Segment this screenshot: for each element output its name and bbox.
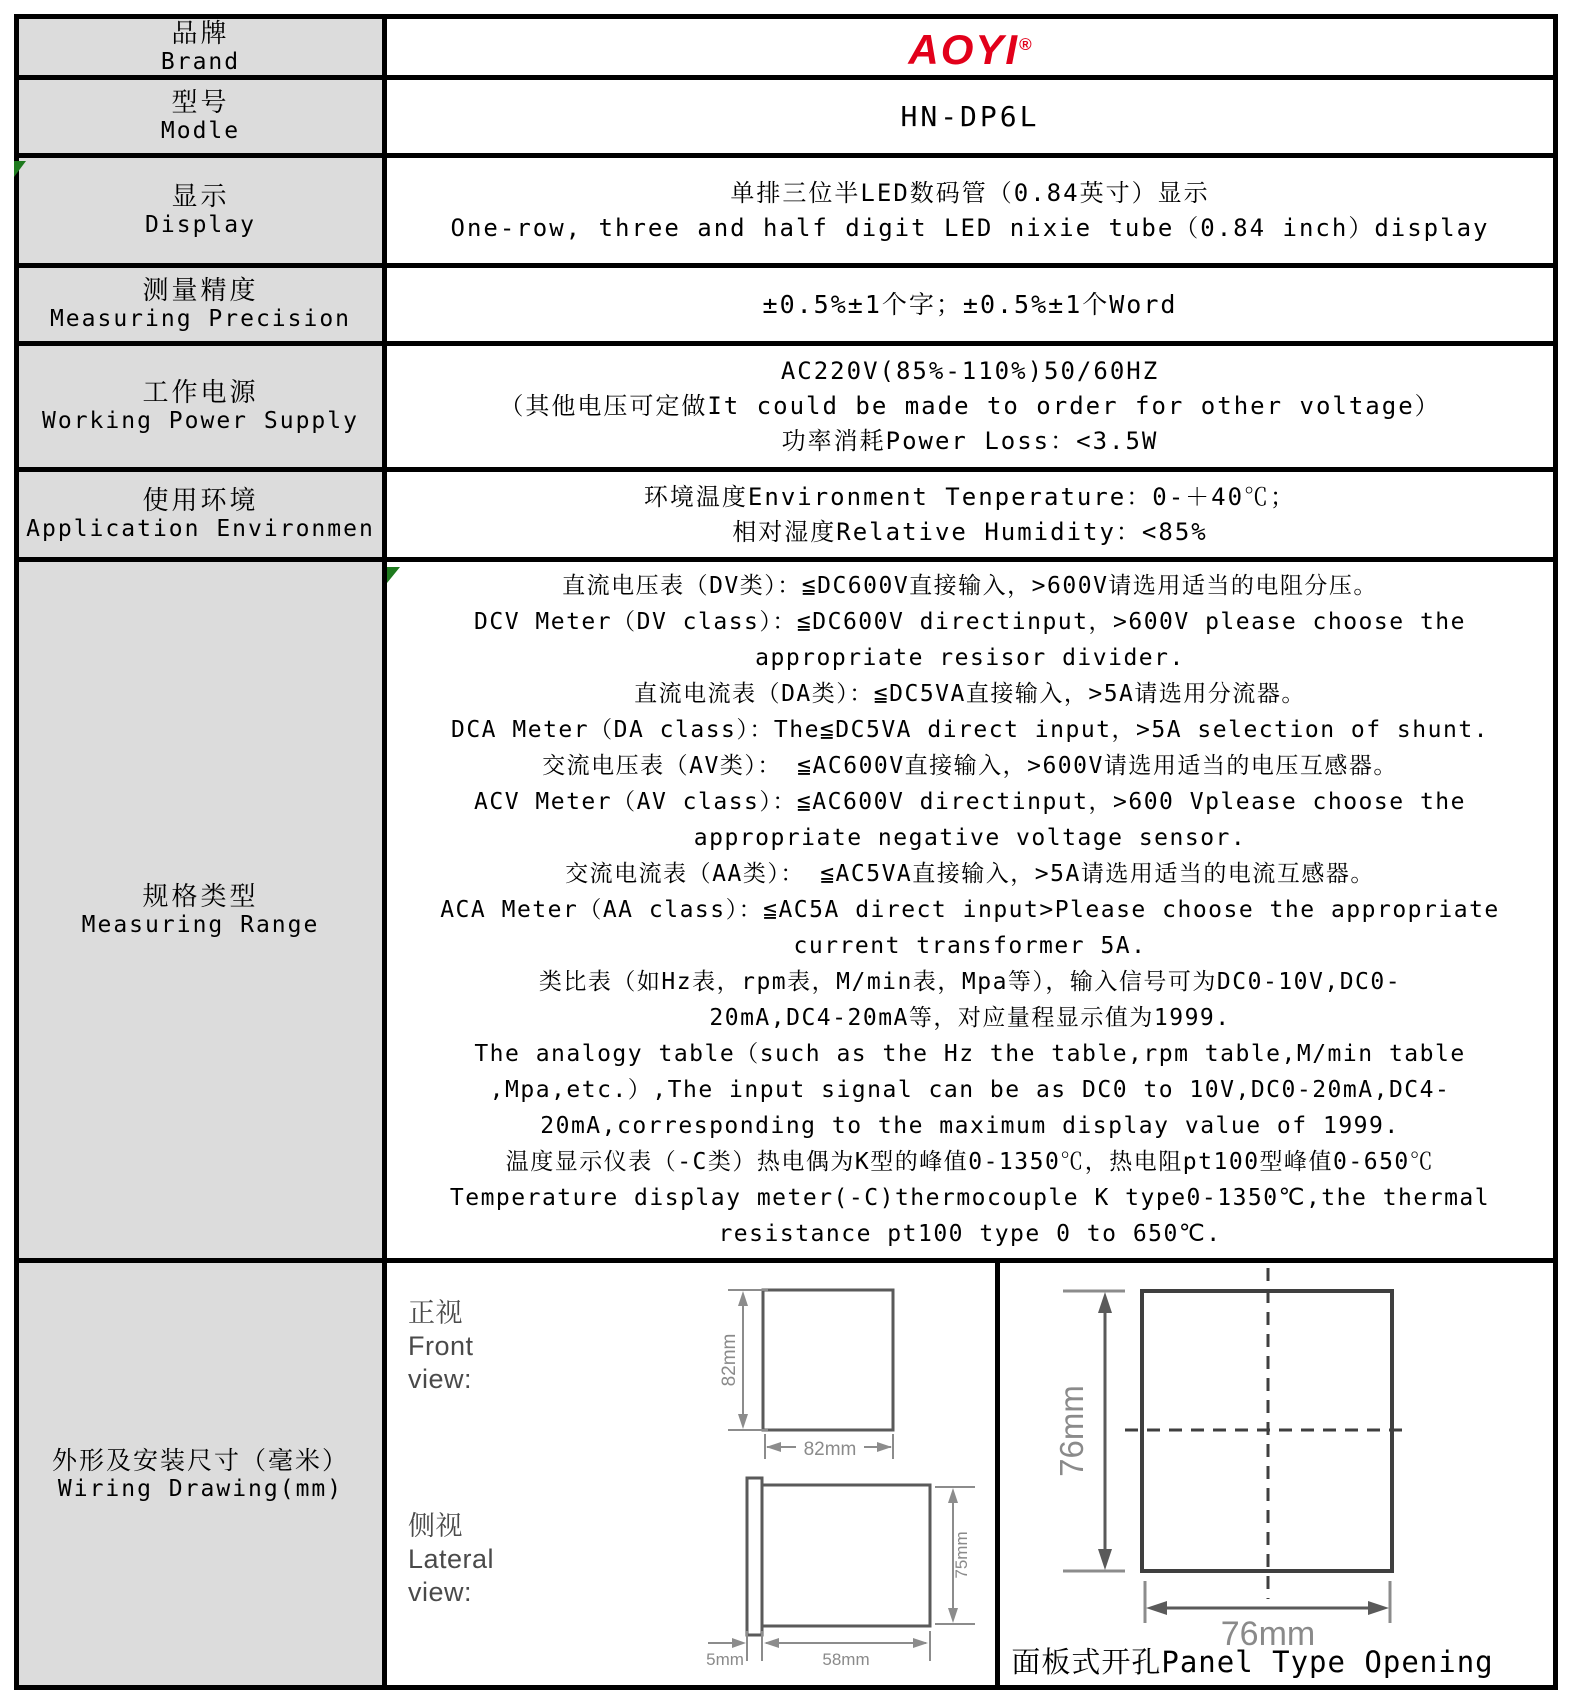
lateral-view-flange	[747, 1478, 762, 1635]
arrow-right-icon	[1368, 1601, 1389, 1615]
front-height-dim-label: 82mm	[719, 1333, 740, 1387]
range-line: Temperature display meter(-C)thermocouple K type0-1350℃,the thermal	[449, 1185, 1491, 1211]
range-line: 交流电流表（AA类）： ≦AC5VA直接输入，>5A请选用适当的电流互感器。	[565, 861, 1375, 887]
brand-cell	[387, 19, 1553, 80]
range-line: appropriate resisor divider.	[755, 645, 1185, 671]
front-view-outline	[763, 1290, 893, 1430]
range-line: 直流电压表（DV类）：≦DC600V直接输入，>600V请选用适当的电阻分压。	[562, 573, 1378, 599]
row-header-power-zh: 工作电源	[142, 378, 259, 408]
arrow-right-icon	[913, 1638, 928, 1648]
lateral-height-dim-label: 75mm	[952, 1531, 971, 1579]
range-line: 类比表（如Hz表，rpm表，M/min表，Mpa等），输入信号可为DC0-10V,DC0-	[538, 969, 1402, 995]
lateral-depth2-dim-label: 58mm	[822, 1650, 870, 1669]
lateral-depth1-dim-label: 5mm	[706, 1650, 744, 1669]
arrow-down-icon	[738, 1414, 748, 1429]
range-line: current transformer 5A.	[793, 933, 1147, 959]
environment-line: 相对湿度Relative Humidity：<85%	[732, 517, 1208, 546]
range-line: ACV Meter（AV class）：≦AC600V directinput，>600 Vplease choose the	[474, 789, 1466, 815]
arrow-right-icon	[877, 1442, 892, 1452]
drawing-cell	[387, 1263, 1553, 1685]
display-line: 单排三位半LED数码管（0.84英寸）显示	[730, 178, 1210, 207]
environment-line: 环境温度Environment Tenperature：0-＋40℃；	[643, 482, 1297, 511]
brand-logo	[908, 22, 1031, 73]
arrow-left-icon	[1146, 1601, 1167, 1615]
registered-trademark-icon: ®	[1019, 34, 1032, 54]
row-header-display-zh: 显示	[171, 182, 230, 212]
range-line: ,Mpa,etc.）,The input signal can be as DC0 to 10V,DC0-20mA,DC4-	[489, 1077, 1451, 1103]
range-line: 20mA,DC4-20mA等，对应量程显示值为1999.	[709, 1005, 1231, 1031]
row-header-power-en: Working Power Supply	[42, 408, 359, 434]
range-line: ACA Meter（AA class）：≦AC5A direct input>Please choose the appropriate	[440, 897, 1500, 923]
row-header-model-en: Modle	[160, 118, 241, 144]
power-line: 功率消耗Power Loss：<3.5W	[781, 427, 1159, 455]
brand-logo-text: AOYI	[908, 25, 1020, 73]
panel-opening-pane	[1000, 1263, 1553, 1685]
arrow-left-icon	[766, 1442, 781, 1452]
lateral-view-body	[762, 1485, 930, 1626]
arrow-down-icon	[948, 1608, 958, 1623]
model-cell	[387, 80, 1553, 158]
range-line: 温度显示仪表（-C类）热电偶为K型的峰值0-1350℃，热电阻pt100型峰值0-650℃	[505, 1149, 1435, 1175]
front-width-dim-label: 82mm	[803, 1439, 857, 1460]
row-header-environment-en: Application Environmen	[26, 516, 375, 542]
row-header-drawing-en: Wiring Drawing(mm)	[57, 1475, 344, 1502]
range-line: resistance pt100 type 0 to 650℃.	[718, 1221, 1222, 1247]
range-line: DCA Meter（DA class）：The≦DC5VA direct input，>5A selection of shunt.	[450, 717, 1490, 743]
lateral-view-label-line: view:	[408, 1577, 473, 1607]
row-header-environment	[19, 472, 387, 562]
panel-height-dim-label: 76mm	[1053, 1385, 1090, 1477]
row-header-display	[19, 158, 387, 268]
row-header-model	[19, 80, 387, 158]
lateral-view-label-line: 侧视	[408, 1511, 463, 1541]
row-header-range-zh: 规格类型	[142, 881, 259, 912]
panel-width-dim-label: 76mm	[1220, 1615, 1316, 1653]
row-header-drawing-zh: 外形及安装尺寸（毫米）	[51, 1445, 349, 1475]
row-header-range	[19, 562, 387, 1263]
lateral-view-label-line: Lateral	[408, 1544, 495, 1574]
display-cell	[387, 158, 1553, 268]
range-line: 直流电流表（DA类）：≦DC5VA直接输入，>5A请选用分流器。	[634, 681, 1306, 707]
power-line: （其他电压可定做It could be made to order for other voltage）	[499, 392, 1441, 420]
row-header-power	[19, 346, 387, 472]
row-header-precision	[19, 268, 387, 346]
model-value: HN-DP6L	[900, 100, 1040, 133]
arrow-up-icon	[1098, 1292, 1112, 1313]
panel-opening-caption: 面板式开孔Panel Type Opening	[1011, 1645, 1494, 1679]
range-line: DCV Meter（DV class）：≦DC600V directinput，>600V please choose the	[474, 609, 1466, 635]
range-cell	[387, 562, 1553, 1263]
row-header-environment-zh: 使用环境	[142, 486, 259, 516]
spec-table	[14, 14, 1558, 1690]
row-header-display-en: Display	[145, 212, 256, 238]
front-view-label-line: view:	[408, 1364, 473, 1394]
row-header-range-en: Measuring Range	[81, 911, 320, 938]
front-view-label-line: 正视	[408, 1298, 463, 1328]
range-line: 交流电压表（AV类）： ≦AC600V直接输入，>600V请选用适当的电压互感器。	[542, 753, 1398, 779]
dimension-views-pane	[387, 1263, 1000, 1685]
display-line: One-row, three and half digit LED nixie tube（0.84 inch）display	[450, 213, 1490, 242]
row-header-precision-zh: 测量精度	[142, 276, 259, 306]
row-header-brand-en: Brand	[160, 48, 241, 75]
precision-value: ±0.5%±1个字；±0.5%±1个Word	[762, 290, 1178, 319]
range-line: 20mA,corresponding to the maximum display value of 1999.	[540, 1113, 1400, 1139]
range-line: appropriate negative voltage sensor.	[693, 825, 1247, 851]
arrow-up-icon	[738, 1291, 748, 1306]
arrow-up-icon	[948, 1488, 958, 1503]
row-header-model-zh: 型号	[171, 88, 230, 118]
front-lateral-view-drawing	[387, 1263, 995, 1685]
environment-cell	[387, 472, 1553, 562]
front-view-label-line: Front	[408, 1331, 474, 1361]
row-header-brand-zh: 品牌	[171, 19, 230, 49]
arrow-down-icon	[1098, 1549, 1112, 1570]
power-line: AC220V(85%-110%)50/60HZ	[780, 357, 1160, 385]
panel-opening-drawing	[1000, 1263, 1553, 1685]
row-header-brand	[19, 19, 387, 80]
arrow-left-icon	[764, 1638, 779, 1648]
power-cell	[387, 346, 1553, 472]
arrow-right-icon	[732, 1638, 746, 1648]
range-line: The analogy table（such as the Hz the table,rpm table,M/min table	[474, 1041, 1466, 1067]
precision-cell	[387, 268, 1553, 346]
row-header-precision-en: Measuring Precision	[49, 306, 352, 332]
row-header-drawing	[19, 1263, 387, 1685]
